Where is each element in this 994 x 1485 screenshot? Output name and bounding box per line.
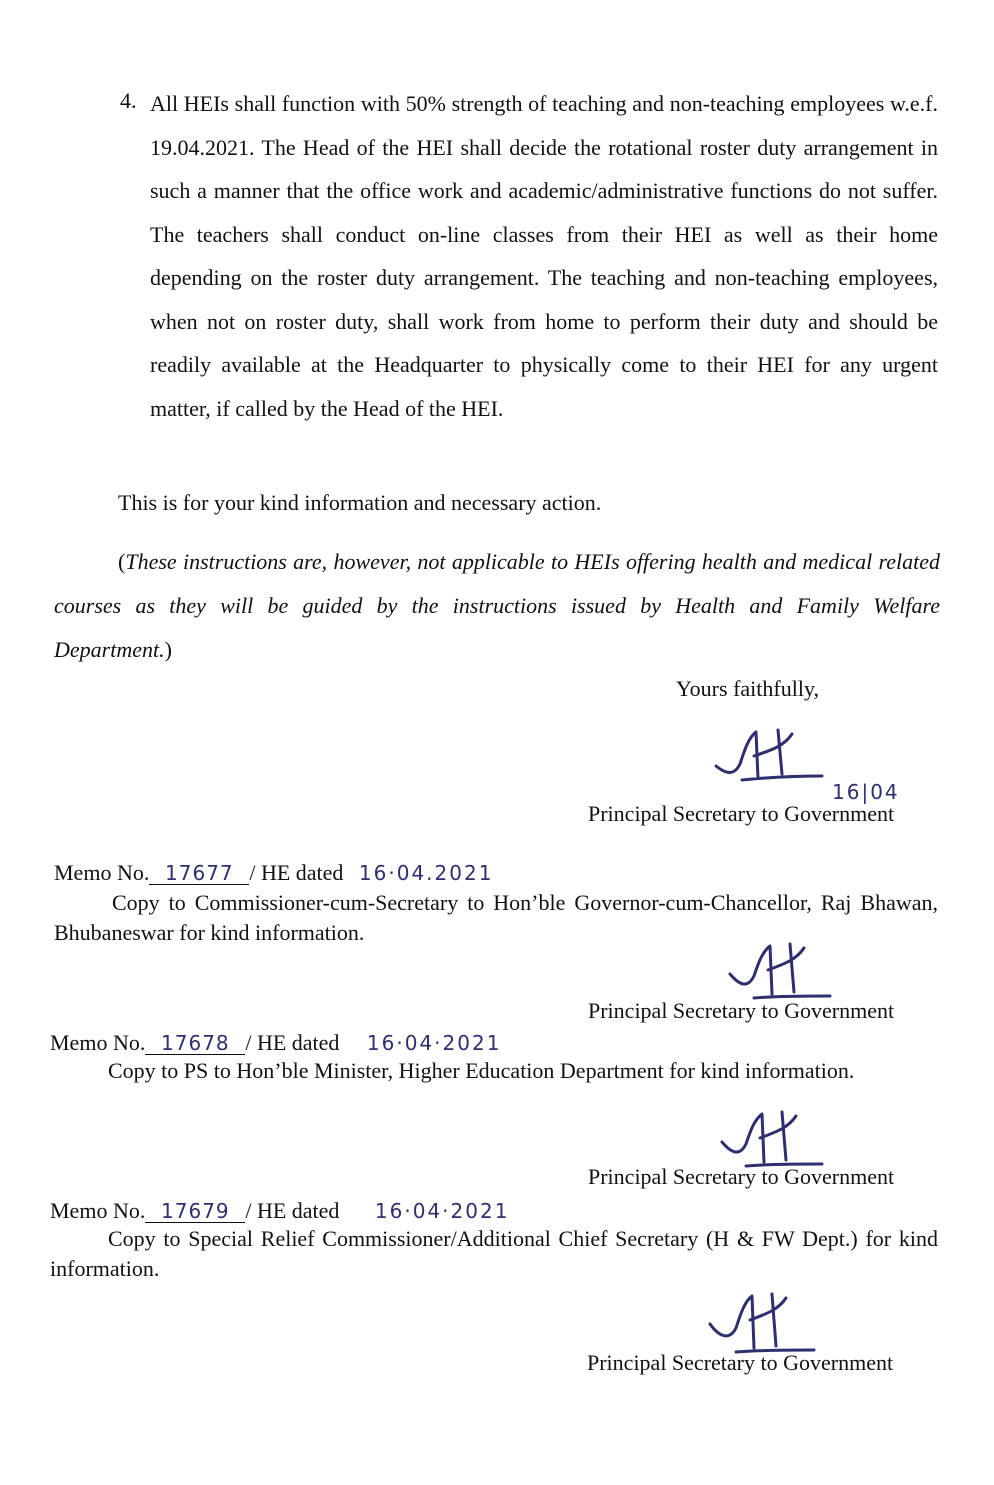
closing-salutation: Yours faithfully, <box>676 676 820 701</box>
signature-memo-3 <box>706 1290 820 1356</box>
designation-memo-3: Principal Secretary to Government <box>587 1350 894 1375</box>
item-4-paragraph: All HEIs shall function with 50% strength of teaching and non-teaching employees w.e.f. 19.04.2021. The Head of the HEI shall decide the rotational roster duty arrangement in such a manner that the office work and academic/administrative functions do not suffer. The teachers shall conduct on-line classes from their HEI as well as their home depending on the roster duty arrangement. The teaching and non-teaching employees, when not on roster duty, shall work from home to perform their duty and should be readily available at the Headquarter to physically come to their HEI for any urgent matter, if called by the Head of the HEI. <box>150 91 938 421</box>
memo-line-1 <box>54 860 493 886</box>
memo-number: 17678 <box>145 1032 245 1055</box>
designation-memo-2: Principal Secretary to Government <box>588 1164 895 1189</box>
memo-date: 16·04·2021 <box>366 1031 502 1055</box>
information-line: This is for your kind information and necessary action. <box>118 490 602 515</box>
memo-date: 16·04·2021 <box>374 1199 510 1223</box>
memo-suffix: / HE dated <box>245 1198 340 1223</box>
designation-memo-1: Principal Secretary to Government <box>588 998 895 1023</box>
signature-memo-2 <box>718 1108 828 1170</box>
signature-main <box>712 726 832 786</box>
memo-line-2 <box>50 1030 501 1056</box>
memo-number: 17677 <box>149 862 249 885</box>
note-close-paren: ) <box>164 637 172 662</box>
designation-main: Principal Secretary to Government <box>588 801 895 826</box>
note-text: These instructions are, however, not applicable to HEIs offering health and medical related courses as they will be guided by the instructions issued by Health and Family Welfare Department. <box>54 549 940 662</box>
memo-label: Memo No. <box>50 1198 146 1223</box>
exception-note <box>54 540 940 672</box>
memo-suffix: / HE dated <box>245 1030 340 1055</box>
copy-to-2: Copy to PS to Hon’ble Minister, Higher Education Department for kind information. <box>108 1058 855 1083</box>
memo-date: 16·04.2021 <box>358 861 494 885</box>
memo-label: Memo No. <box>50 1030 146 1055</box>
copy-to-3: Copy to Special Relief Commissioner/Additional Chief Secretary (H & FW Dept.) for kind information. <box>50 1226 938 1281</box>
signature-date: 16|04 <box>832 780 900 804</box>
memo-number: 17679 <box>145 1200 245 1223</box>
copy-to-1: Copy to Commissioner-cum-Secretary to Hon’ble Governor-cum-Chancellor, Raj Bhawan, Bhubaneswar for kind information. <box>54 890 938 945</box>
note-open-paren: ( <box>118 549 126 574</box>
memo-suffix: / HE dated <box>249 860 344 885</box>
item-number: 4. <box>120 88 137 113</box>
signature-memo-1 <box>726 940 836 1002</box>
memo-label: Memo No. <box>54 860 150 885</box>
memo-line-3 <box>50 1198 509 1224</box>
